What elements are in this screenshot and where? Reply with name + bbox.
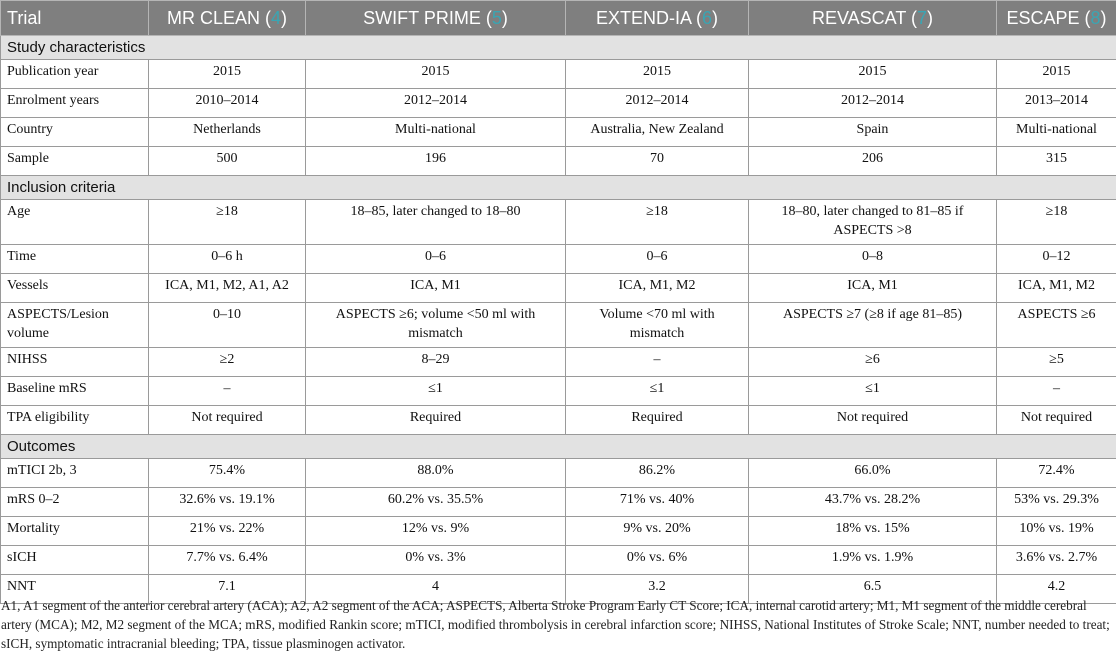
section-title: Outcomes — [1, 435, 1116, 459]
table-cell: Required — [306, 406, 566, 435]
row-label: mRS 0–2 — [1, 488, 149, 517]
header-mr-clean: MR CLEAN (4) — [149, 1, 306, 36]
table-cell: 0% vs. 3% — [306, 546, 566, 575]
table-cell: 2015 — [749, 60, 997, 89]
table-cell: 8–29 — [306, 348, 566, 377]
header-trial: Trial — [1, 1, 149, 36]
table-cell: 9% vs. 20% — [566, 517, 749, 546]
table-cell: 88.0% — [306, 459, 566, 488]
row-label: Country — [1, 118, 149, 147]
table-row — [1, 245, 1116, 274]
table-cell: 2010–2014 — [149, 89, 306, 118]
table-cell: 2015 — [566, 60, 749, 89]
row-label: sICH — [1, 546, 149, 575]
ref-link[interactable]: 6 — [702, 8, 712, 28]
section-row — [1, 435, 1116, 459]
table-cell: ICA, M1 — [306, 274, 566, 303]
table-row — [1, 60, 1116, 89]
table-cell: ICA, M1 — [749, 274, 997, 303]
header-revascat: REVASCAT (7) — [749, 1, 997, 36]
section-row — [1, 36, 1116, 60]
row-label: NIHSS — [1, 348, 149, 377]
table-cell: 0% vs. 6% — [566, 546, 749, 575]
table-row — [1, 89, 1116, 118]
row-label: Vessels — [1, 274, 149, 303]
table-cell: ICA, M1, M2, A1, A2 — [149, 274, 306, 303]
table-cell: 60.2% vs. 35.5% — [306, 488, 566, 517]
table-row — [1, 118, 1116, 147]
table-cell: Spain — [749, 118, 997, 147]
table-cell: – — [149, 377, 306, 406]
section-title: Study characteristics — [1, 36, 1116, 60]
table-row — [1, 377, 1116, 406]
row-label: Time — [1, 245, 149, 274]
row-label: NNT — [1, 575, 149, 604]
section-title: Inclusion criteria — [1, 176, 1116, 200]
table-cell: ≥6 — [749, 348, 997, 377]
table-body — [1, 36, 1116, 604]
table-cell: Not required — [997, 406, 1116, 435]
table-cell: ≥2 — [149, 348, 306, 377]
table-row — [1, 488, 1116, 517]
ref-link[interactable]: 4 — [271, 8, 281, 28]
table-cell: 4.2 — [997, 575, 1116, 604]
table-cell: 18% vs. 15% — [749, 517, 997, 546]
table-cell: 18–85, later changed to 18–80 — [306, 200, 566, 245]
table-row — [1, 303, 1116, 348]
trial-name: EXTEND-IA — [596, 8, 691, 28]
table-cell: 3.2 — [566, 575, 749, 604]
table-cell: 0–10 — [149, 303, 306, 348]
table-cell: 72.4% — [997, 459, 1116, 488]
table-cell: ICA, M1, M2 — [997, 274, 1116, 303]
table-cell: Multi-national — [997, 118, 1116, 147]
table-cell: Netherlands — [149, 118, 306, 147]
ref-link[interactable]: 7 — [917, 8, 927, 28]
row-label: Baseline mRS — [1, 377, 149, 406]
table-cell: 1.9% vs. 1.9% — [749, 546, 997, 575]
table-cell: ≥18 — [149, 200, 306, 245]
table-cell: Not required — [149, 406, 306, 435]
table-cell: 2015 — [149, 60, 306, 89]
table-row — [1, 200, 1116, 245]
row-label: Enrolment years — [1, 89, 149, 118]
table-cell: Not required — [749, 406, 997, 435]
table-cell: Required — [566, 406, 749, 435]
row-label: ASPECTS/Lesion volume — [1, 303, 149, 348]
table-cell: 2015 — [306, 60, 566, 89]
row-label: TPA eligibility — [1, 406, 149, 435]
header-swift-prime: SWIFT PRIME (5) — [306, 1, 566, 36]
table-cell: 315 — [997, 147, 1116, 176]
table-cell: 66.0% — [749, 459, 997, 488]
table-cell: 2015 — [997, 60, 1116, 89]
table-cell: 53% vs. 29.3% — [997, 488, 1116, 517]
table-cell: 0–6 — [306, 245, 566, 274]
table-cell: 0–12 — [997, 245, 1116, 274]
table-cell: 3.6% vs. 2.7% — [997, 546, 1116, 575]
table-cell: – — [566, 348, 749, 377]
table-cell: Multi-national — [306, 118, 566, 147]
trial-name: REVASCAT — [812, 8, 906, 28]
table-cell: 0–6 — [566, 245, 749, 274]
table-footnote: A1, A1 segment of the anterior cerebral artery (ACA); A2, A2 segment of the ACA; ASPECTS, Alberta Stroke Program Early CT Score; ICA, internal carotid artery; M1, M1 segment of the middle cerebral artery (MCA); M2, M2 segment of the MCA; mRS, modified Rankin score; mTICI, modified thrombolysis in cerebral infarction score; NIHSS, National Institutes of Stroke Scale; NNT, number needed to treat; sICH, symptomatic intracranial bleeding; TPA, tissue plasminogen activator. — [1, 596, 1115, 653]
section-row — [1, 176, 1116, 200]
table-cell: 4 — [306, 575, 566, 604]
table-cell: 86.2% — [566, 459, 749, 488]
table-cell: 2013–2014 — [997, 89, 1116, 118]
table-row — [1, 274, 1116, 303]
table-cell: 7.1 — [149, 575, 306, 604]
table-cell: 75.4% — [149, 459, 306, 488]
table-cell: 70 — [566, 147, 749, 176]
table-cell: ≤1 — [749, 377, 997, 406]
table-cell: 6.5 — [749, 575, 997, 604]
table-row — [1, 459, 1116, 488]
table-cell: ASPECTS ≥6; volume <50 ml with mismatch — [306, 303, 566, 348]
table-cell: ≥5 — [997, 348, 1116, 377]
ref-link[interactable]: 5 — [492, 8, 502, 28]
table-cell: 7.7% vs. 6.4% — [149, 546, 306, 575]
table-cell: 10% vs. 19% — [997, 517, 1116, 546]
table-cell: ≥18 — [566, 200, 749, 245]
table-cell: 2012–2014 — [749, 89, 997, 118]
trial-name: ESCAPE — [1006, 8, 1079, 28]
header-row — [1, 1, 1116, 36]
table-row — [1, 348, 1116, 377]
row-label: mTICI 2b, 3 — [1, 459, 149, 488]
trial-name: MR CLEAN — [167, 8, 260, 28]
ref-link[interactable]: 8 — [1091, 8, 1101, 28]
row-label: Publication year — [1, 60, 149, 89]
table-cell: 0–8 — [749, 245, 997, 274]
table-cell: ICA, M1, M2 — [566, 274, 749, 303]
table-cell: 32.6% vs. 19.1% — [149, 488, 306, 517]
table-cell: ≥18 — [997, 200, 1116, 245]
table-row — [1, 147, 1116, 176]
table-cell: 71% vs. 40% — [566, 488, 749, 517]
table-cell: ASPECTS ≥6 — [997, 303, 1116, 348]
table-cell: 206 — [749, 147, 997, 176]
table-cell: ASPECTS ≥7 (≥8 if age 81–85) — [749, 303, 997, 348]
row-label: Sample — [1, 147, 149, 176]
table-cell: 0–6 h — [149, 245, 306, 274]
table-row — [1, 406, 1116, 435]
table-cell: 2012–2014 — [566, 89, 749, 118]
table-cell: 2012–2014 — [306, 89, 566, 118]
row-label: Age — [1, 200, 149, 245]
table-cell: ≤1 — [566, 377, 749, 406]
table-cell: 21% vs. 22% — [149, 517, 306, 546]
table-cell: ≤1 — [306, 377, 566, 406]
table-row — [1, 546, 1116, 575]
header-extend-ia: EXTEND-IA (6) — [566, 1, 749, 36]
table-cell: 43.7% vs. 28.2% — [749, 488, 997, 517]
table-cell: – — [997, 377, 1116, 406]
row-label: Mortality — [1, 517, 149, 546]
table-cell: 12% vs. 9% — [306, 517, 566, 546]
table-cell: Australia, New Zealand — [566, 118, 749, 147]
table-cell: 196 — [306, 147, 566, 176]
header-escape: ESCAPE (8) — [997, 1, 1116, 36]
table-cell: Volume <70 ml with mismatch — [566, 303, 749, 348]
trial-name: SWIFT PRIME — [363, 8, 481, 28]
table-cell: 500 — [149, 147, 306, 176]
table-row — [1, 517, 1116, 546]
table-cell: 18–80, later changed to 81–85 if ASPECTS >8 — [749, 200, 997, 245]
